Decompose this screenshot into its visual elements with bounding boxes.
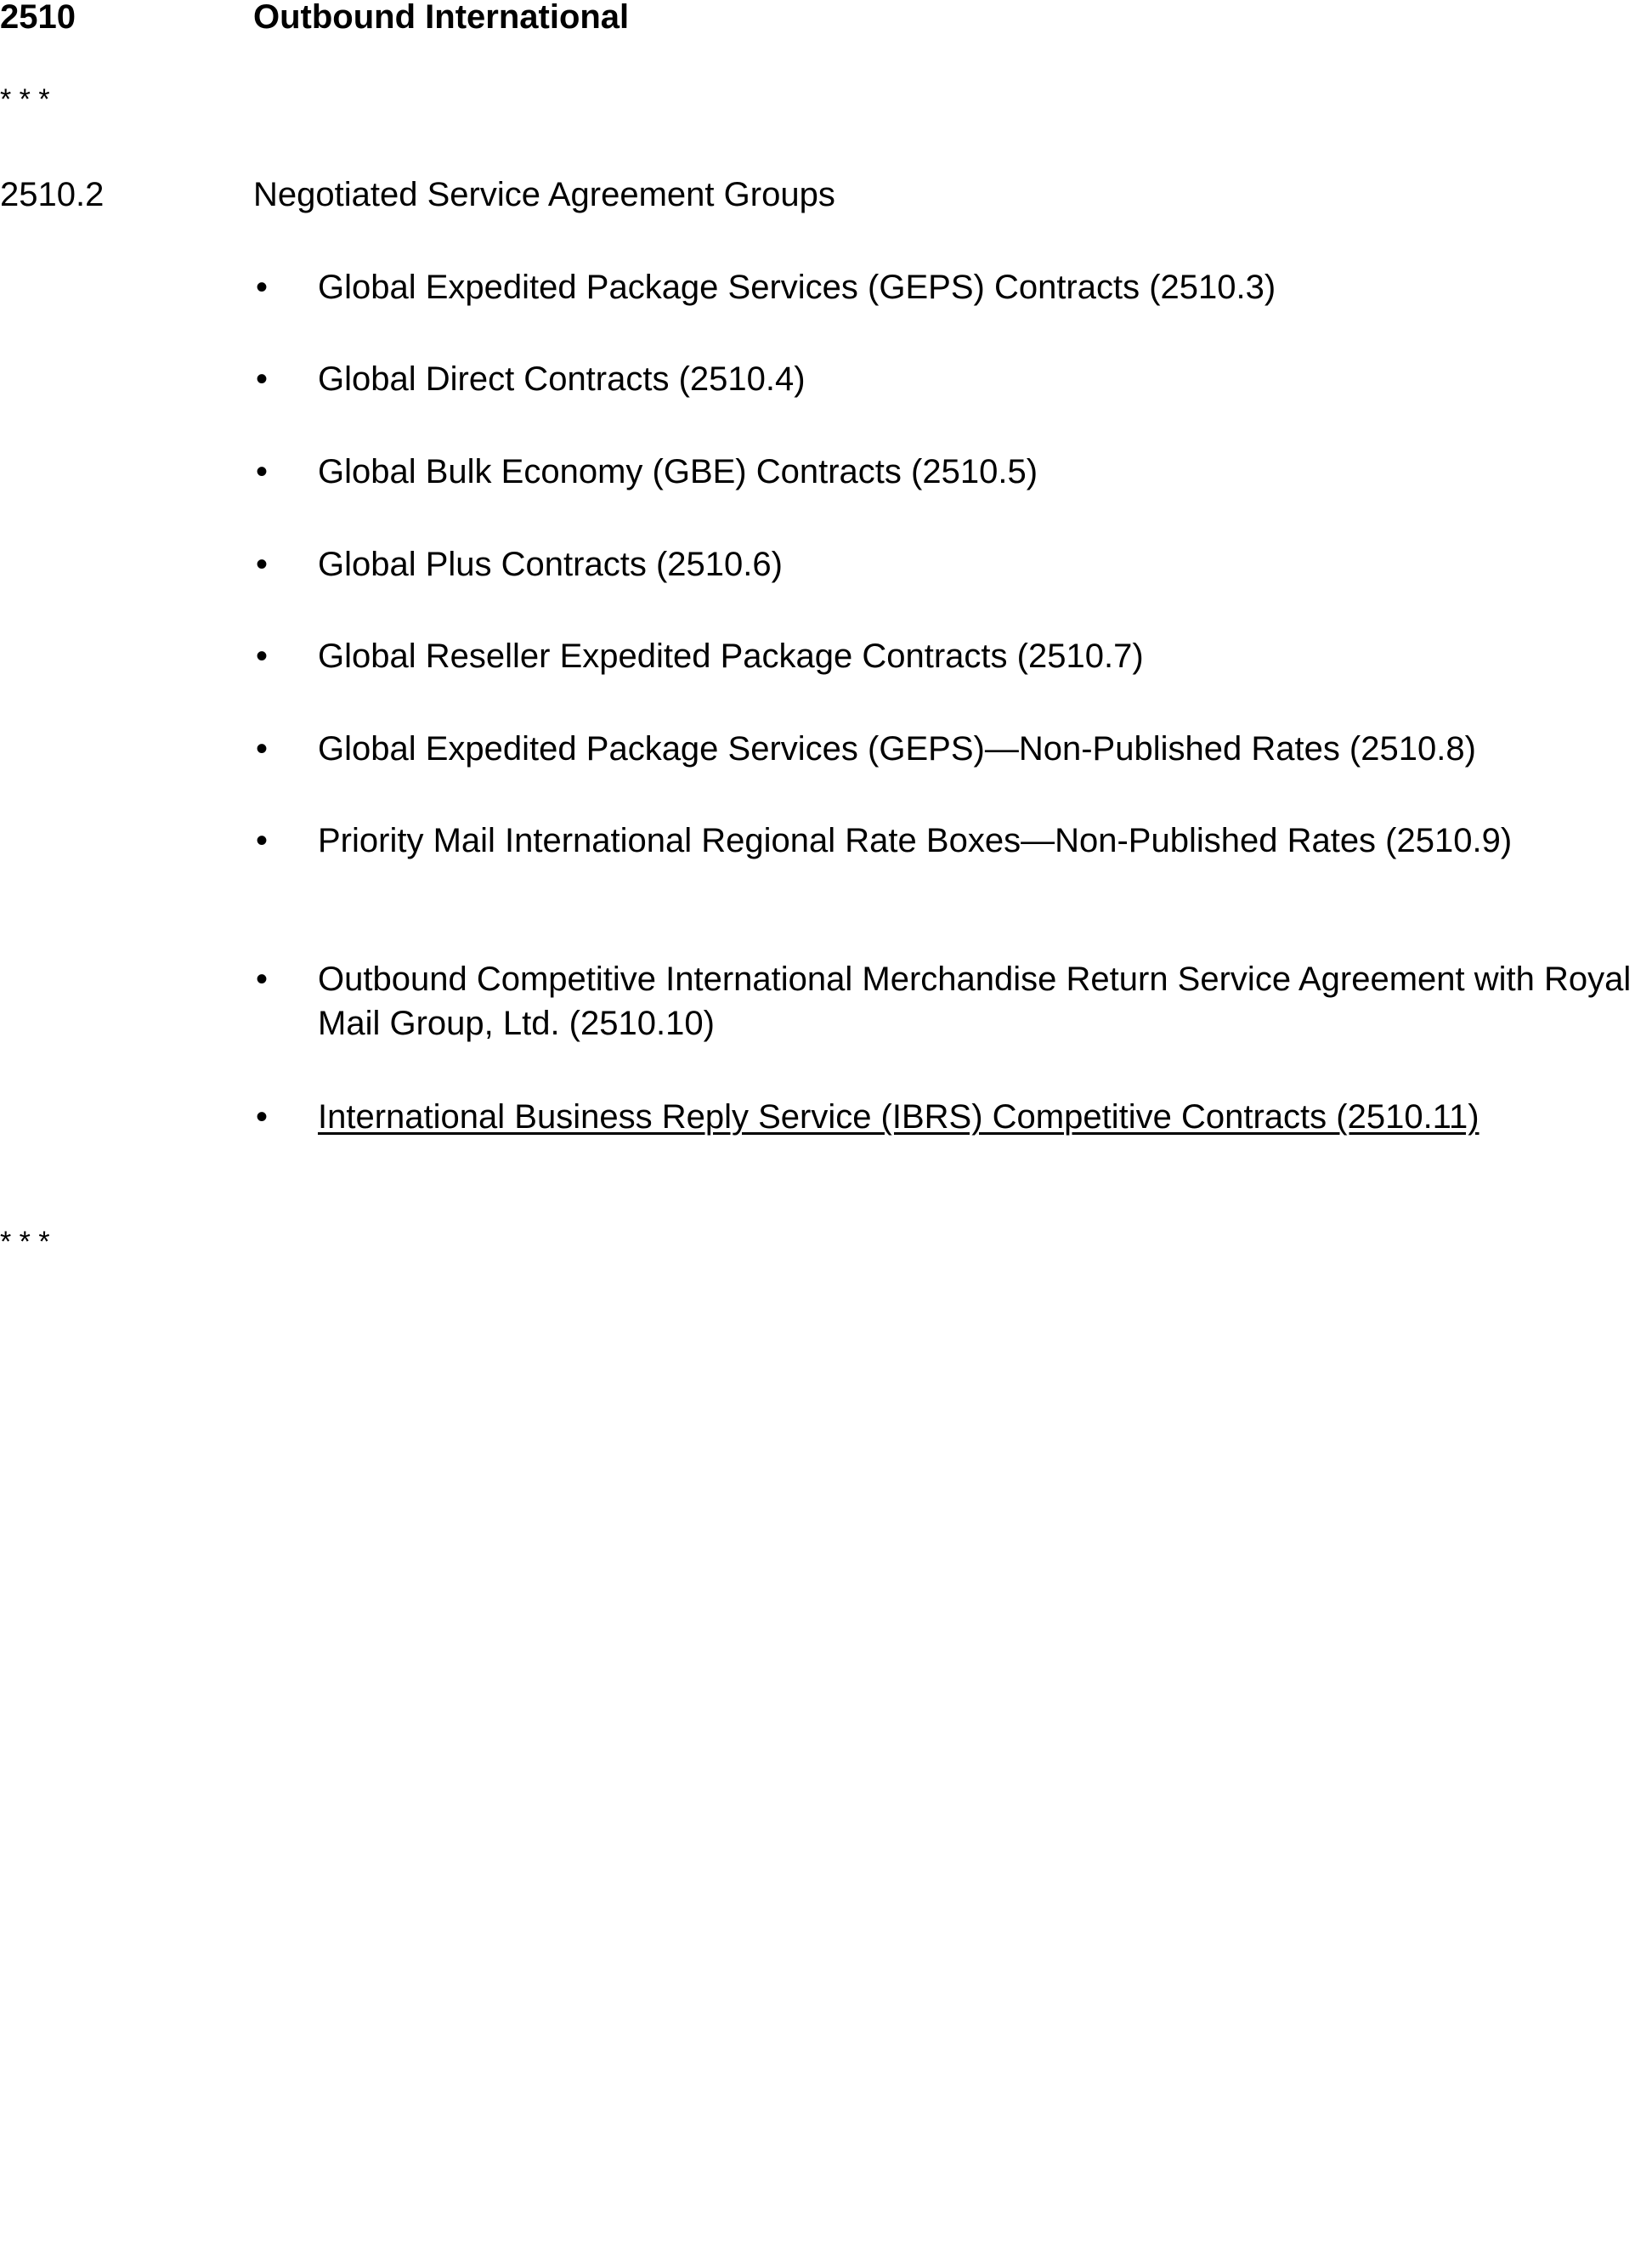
bullet-icon: •: [255, 638, 268, 675]
bullet-icon: •: [255, 822, 268, 859]
list-item-text: Outbound Competitive International Merchandise Return Service Agreement with Royal Mail Group, Ltd. (2510.10): [318, 961, 1632, 1042]
list-item-text: Global Bulk Economy (GBE) Contracts (2510.5): [318, 453, 1038, 490]
bullet-icon: •: [255, 961, 268, 998]
bullet-icon: •: [255, 360, 268, 398]
bullet-icon: •: [255, 730, 268, 768]
list-item-text: Global Expedited Package Services (GEPS)—Non-Published Rates (2510.8): [318, 730, 1476, 768]
list-item-text: Global Plus Contracts (2510.6): [318, 546, 783, 583]
omission-marker-bottom: * * *: [0, 1226, 50, 1258]
heading-title: Outbound International: [253, 0, 630, 36]
subsection-title: Negotiated Service Agreement Groups: [253, 176, 835, 213]
bullet-icon: •: [255, 453, 268, 490]
list-item-text: Global Expedited Package Services (GEPS) Contracts (2510.3): [318, 269, 1276, 306]
bullet-icon: •: [255, 546, 268, 583]
list-item-text: Global Direct Contracts (2510.4): [318, 360, 806, 398]
subsection-number: 2510.2: [0, 176, 105, 213]
heading-number: 2510: [0, 0, 76, 36]
omission-marker-top: * * *: [0, 83, 50, 116]
bullet-icon: •: [255, 1098, 268, 1136]
list-item-text: Priority Mail International Regional Rate Boxes—Non-Published Rates (2510.9): [318, 822, 1513, 859]
list-item-text: Global Reseller Expedited Package Contracts (2510.7): [318, 638, 1144, 675]
bullet-icon: •: [255, 269, 268, 306]
list-item-text-inserted: International Business Reply Service (IBRS) Competitive Contracts (2510.11): [318, 1098, 1479, 1136]
